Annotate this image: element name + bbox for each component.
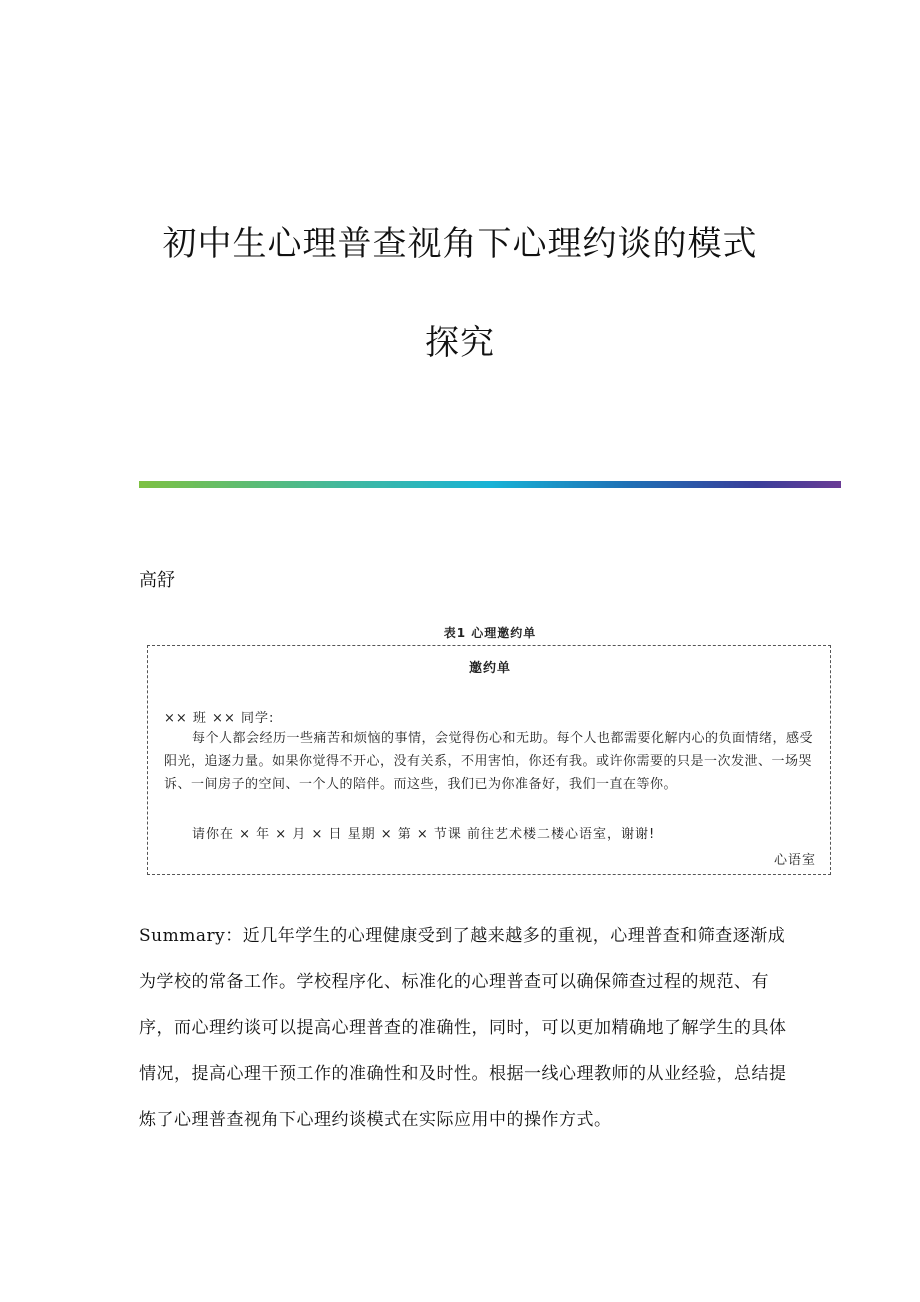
figure-caption: 表1 心理邀约单 [443, 626, 537, 640]
article-title-line-1: 初中生心理普查视角下心理约谈的模式 [162, 224, 758, 264]
invitation-heading: 邀约单 [468, 661, 511, 676]
summary-paragraph: Summary：近几年学生的心理健康受到了越来越多的重视，心理普查和筛查逐渐成为学校的常备工作。学校程序化、标准化的心理普查可以确保筛查过程的规范、有序，而心理约谈可以提高心理普查的准确性，同时，可以更加精确地了解学生的具体情况，提高心理干预工作的准确性和及时性。根据一线心理教师的从业经验，总结提炼了心理普查视角下心理约谈模式在实际应用中的操作方式。 [139, 926, 787, 1130]
author-name: 高舒 [139, 570, 175, 591]
invitation-request: 请你在 × 年 × 月 × 日 星期 × 第 × 节课 前往艺术楼二楼心语室，谢谢! [192, 827, 656, 842]
invitation-signature: 心语室 [773, 853, 816, 868]
invitation-salutation: ×× 班 ×× 同学: [164, 711, 275, 726]
invitation-body: 每个人都会经历一些痛苦和烦恼的事情，会觉得伤心和无助。每个人也都需要化解内心的负面情绪，感受阳光，追逐力量。如果你觉得不开心，没有关系，不用害怕，你还有我。或许你需要的只是一次发泄、一场哭诉、一间房子的空间、一个人的陪伴。而这些，我们已为你准备好，我们一直在等你。 [164, 731, 814, 792]
article-title-line-2: 探究 [425, 323, 495, 363]
invitation-card [147, 645, 831, 875]
gradient-divider [139, 481, 841, 488]
